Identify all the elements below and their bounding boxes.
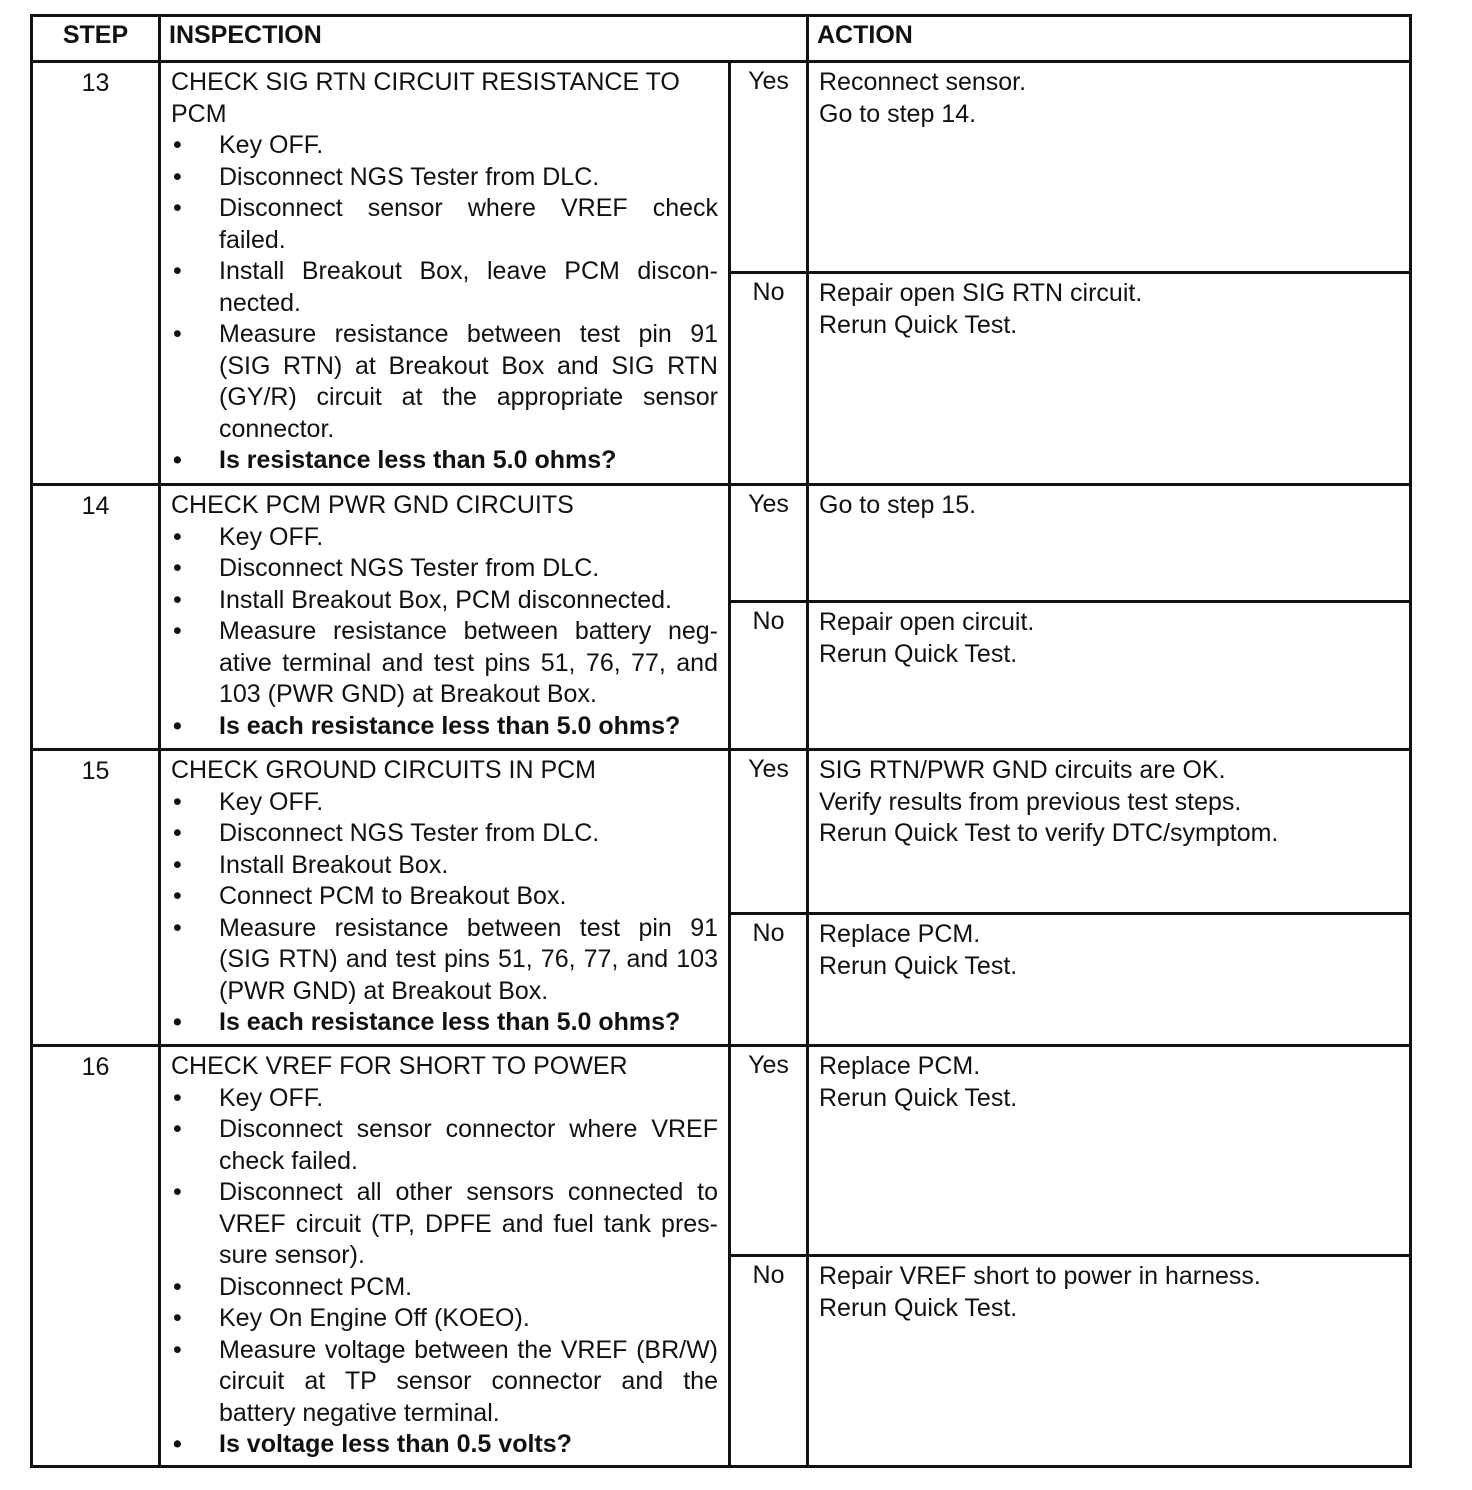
action-line: Go to step 14. xyxy=(819,99,977,128)
action-line: Rerun Quick Test. xyxy=(819,639,1018,668)
inspection-question: • Is resistance less than 5.0 ohms? xyxy=(171,445,718,477)
table-row xyxy=(33,63,1409,486)
yes-row xyxy=(731,486,1409,603)
no-action xyxy=(809,603,1409,748)
inspection-cell xyxy=(161,1047,731,1465)
no-label: No xyxy=(731,1257,809,1465)
action-line: Rerun Quick Test to verify DTC/symptom. xyxy=(819,819,1279,847)
inspection-cell xyxy=(161,63,731,483)
list-item: • Key OFF. xyxy=(171,1083,718,1115)
action-line: Repair open SIG RTN circuit. xyxy=(819,279,1143,307)
step-number: 15 xyxy=(33,751,161,1044)
no-action xyxy=(809,915,1409,1044)
yes-row xyxy=(731,1047,1409,1257)
inspection-steps xyxy=(171,522,718,743)
list-item: • Disconnect all other sensors connected to VREF circuit (TP, DPFE and fuel tank pres-sure sensor). xyxy=(171,1177,718,1272)
action-line: Repair open circuit. xyxy=(819,608,1035,636)
action-line: Repair VREF short to power in harness. xyxy=(819,1262,1261,1290)
no-label: No xyxy=(731,274,809,483)
list-item: • Disconnect PCM. xyxy=(171,1272,718,1304)
table-header xyxy=(33,17,1409,63)
result-cell xyxy=(731,63,1409,483)
action-line: Replace PCM. xyxy=(819,1052,981,1080)
yes-row xyxy=(731,63,1409,274)
list-item: • Measure resistance between test pin 91 (SIG RTN) and test pins 51, 76, 77, and 103 (PWR GND) at Breakout Box. xyxy=(171,913,718,1008)
action-line: Rerun Quick Test. xyxy=(819,310,1018,339)
inspection-title: CHECK PCM PWR GND CIRCUITS xyxy=(171,491,574,519)
inspection-title: CHECK GROUND CIRCUITS IN PCM xyxy=(171,756,597,784)
no-row xyxy=(731,915,1409,1044)
list-item: • Disconnect sensor where VREF check failed. xyxy=(171,193,718,256)
no-label: No xyxy=(731,603,809,748)
list-item: • Disconnect sensor connector where VREF check failed. xyxy=(171,1114,718,1177)
inspection-steps xyxy=(171,787,718,1039)
list-item: • Measure resistance between battery neg-ative terminal and test pins 51, 76, 77, and 103 (PWR GND) at Breakout Box. xyxy=(171,616,718,711)
inspection-question: • Is each resistance less than 5.0 ohms? xyxy=(171,1007,718,1039)
list-item: • Key On Engine Off (KOEO). xyxy=(171,1303,718,1335)
step-number: 14 xyxy=(33,486,161,748)
header-action: ACTION xyxy=(817,21,913,49)
step-number: 13 xyxy=(33,63,161,483)
action-line: Go to step 15. xyxy=(819,491,977,519)
inspection-title: CHECK VREF FOR SHORT TO POWER xyxy=(171,1052,628,1080)
inspection-question: • Is voltage less than 0.5 volts? xyxy=(171,1429,718,1461)
inspection-title: CHECK SIG RTN CIRCUIT RESISTANCE TO PCM xyxy=(171,68,680,128)
action-line: Replace PCM. xyxy=(819,920,981,948)
result-cell xyxy=(731,486,1409,748)
list-item: • Install Breakout Box, leave PCM discon-nected. xyxy=(171,256,718,319)
result-cell xyxy=(731,751,1409,1044)
action-line: Rerun Quick Test. xyxy=(819,951,1018,980)
list-item: • Connect PCM to Breakout Box. xyxy=(171,881,718,913)
action-line: Reconnect sensor. xyxy=(819,68,1027,96)
table-row xyxy=(33,1047,1409,1465)
yes-label: Yes xyxy=(731,1047,809,1254)
no-action xyxy=(809,274,1409,483)
yes-action xyxy=(809,751,1409,912)
no-row xyxy=(731,274,1409,483)
action-line: Rerun Quick Test. xyxy=(819,1083,1018,1112)
table-row xyxy=(33,751,1409,1047)
action-line: SIG RTN/PWR GND circuits are OK. xyxy=(819,756,1226,784)
inspection-steps xyxy=(171,1083,718,1461)
header-step: STEP xyxy=(33,17,161,60)
yes-label: Yes xyxy=(731,486,809,600)
table-row xyxy=(33,486,1409,751)
list-item: • Disconnect NGS Tester from DLC. xyxy=(171,553,718,585)
no-row xyxy=(731,603,1409,748)
inspection-question: • Is each resistance less than 5.0 ohms? xyxy=(171,711,718,743)
list-item: • Disconnect NGS Tester from DLC. xyxy=(171,818,718,850)
yes-row xyxy=(731,751,1409,915)
list-item: • Disconnect NGS Tester from DLC. xyxy=(171,162,718,194)
action-line: Verify results from previous test steps. xyxy=(819,787,1242,816)
inspection-cell xyxy=(161,751,731,1044)
no-row xyxy=(731,1257,1409,1465)
list-item: • Key OFF. xyxy=(171,787,718,819)
inspection-cell xyxy=(161,486,731,748)
header-inspection: INSPECTION xyxy=(161,17,809,60)
inspection-steps xyxy=(171,130,718,477)
yes-label: Yes xyxy=(731,751,809,912)
yes-action xyxy=(809,1047,1409,1254)
list-item: • Measure resistance between test pin 91 (SIG RTN) at Breakout Box and SIG RTN (GY/R) circuit at the appropriate sensor connector. xyxy=(171,319,718,445)
result-cell xyxy=(731,1047,1409,1465)
list-item: • Key OFF. xyxy=(171,130,718,162)
no-label: No xyxy=(731,915,809,1044)
yes-action xyxy=(809,486,1409,600)
yes-action xyxy=(809,63,1409,271)
no-action xyxy=(809,1257,1409,1465)
list-item: • Measure voltage between the VREF (BR/W) circuit at TP sensor connector and the battery negative terminal. xyxy=(171,1335,718,1430)
diagnostic-table xyxy=(30,14,1412,1468)
list-item: • Key OFF. xyxy=(171,522,718,554)
action-line: Rerun Quick Test. xyxy=(819,1293,1018,1322)
list-item: • Install Breakout Box. xyxy=(171,850,718,882)
yes-label: Yes xyxy=(731,63,809,271)
list-item: • Install Breakout Box, PCM disconnected. xyxy=(171,585,718,617)
step-number: 16 xyxy=(33,1047,161,1465)
